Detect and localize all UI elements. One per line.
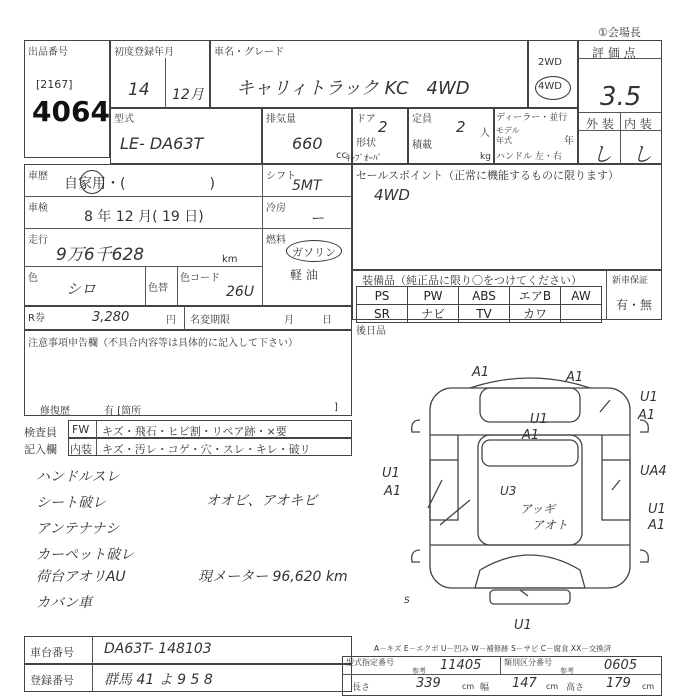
height-value: 179: [606, 676, 631, 691]
width-value: 147: [512, 676, 537, 691]
divider: [165, 58, 166, 108]
registration-label: 登録番号: [30, 674, 74, 687]
ac-value: ー: [310, 211, 324, 227]
mileage-value: 9万6千628: [56, 245, 145, 265]
equip-ps: PS: [357, 287, 408, 305]
equipment-table: [356, 286, 602, 323]
in-text: キズ・汚レ・コゲ・穴・スレ・キレ・破リ: [102, 443, 311, 456]
history-label: 車歴: [28, 171, 48, 182]
equip-tv: TV: [459, 305, 510, 323]
equip-airbag: エアB: [510, 287, 561, 305]
doors-value: 2: [378, 118, 388, 136]
grade-value: 3.5: [600, 82, 642, 112]
lot-number: 4064: [32, 95, 110, 128]
comment-2: シート破レ: [36, 495, 106, 511]
yen-unit: 円: [166, 315, 176, 326]
mark-5: A1: [522, 428, 540, 443]
first-reg-year: 14: [128, 80, 150, 100]
model-year-label: モデル: [496, 126, 520, 135]
mark-2: U1: [640, 390, 658, 405]
equip-aw: AW: [561, 287, 602, 305]
name-change-label: 名変期限: [190, 315, 230, 326]
shift-label: シフト: [266, 171, 296, 182]
length-unit: cm: [462, 682, 475, 691]
mileage-label: 走行: [28, 235, 48, 246]
repair-label: 修復歴: [40, 406, 70, 417]
mark-3: A1: [638, 408, 656, 423]
grade-label: 評 価 点: [592, 46, 636, 60]
type-value: 11405: [440, 658, 482, 673]
model-label: 型式: [114, 114, 134, 125]
divider: [24, 196, 262, 197]
equip-navi: ナビ: [408, 305, 459, 323]
ref-label-1: 参考: [412, 667, 426, 675]
divider: [262, 196, 352, 197]
comment-5: 荷台アオリAU: [36, 569, 126, 585]
divider: [145, 266, 146, 306]
mark-14: アオト: [532, 518, 568, 532]
divider: [262, 164, 263, 306]
handle-label: ハンドル 左・右: [496, 152, 562, 162]
divider: [262, 228, 352, 229]
kg-unit: kg: [480, 152, 491, 162]
interior-label: 内 装: [624, 117, 652, 131]
equip-leather: カワ: [510, 305, 561, 323]
divider: [177, 266, 178, 306]
history-value: 自家用・( ): [64, 176, 215, 192]
first-reg-month: 12月: [172, 87, 204, 103]
name-change-month: 月: [284, 315, 294, 326]
comment-6: カバン車: [36, 595, 92, 611]
mark-4: U1: [530, 412, 548, 427]
shaken-label: 車検: [28, 203, 48, 214]
mark-13: アッギ: [520, 502, 556, 516]
divider: [184, 306, 185, 330]
chassis-value: DA63T- 148103: [104, 641, 212, 657]
auction-no-label: 出品番号: [28, 47, 68, 58]
cc-unit: cc: [336, 150, 347, 161]
equip-abs: ABS: [459, 287, 510, 305]
model-year-unit: 年: [564, 136, 574, 147]
height-label: 高さ: [566, 683, 585, 693]
category-label: 類別区分番号: [504, 658, 552, 667]
length-value: 339: [416, 676, 441, 691]
mark-0: A1: [472, 365, 490, 380]
type-label: 型式指定番号: [346, 658, 394, 667]
color-label: 色: [28, 273, 38, 284]
load-label: 積載: [412, 140, 432, 151]
mark-15: S: [404, 596, 410, 606]
equip-sr: SR: [357, 305, 408, 323]
divider: [500, 656, 501, 674]
ref-label-2: 参考: [560, 667, 574, 675]
comment-1: ハンドルスレ: [36, 469, 120, 485]
divider: [620, 112, 621, 164]
mark-10: A1: [648, 518, 666, 533]
mark-11: U1: [514, 618, 532, 633]
divider: [606, 270, 607, 320]
in-label: 内装: [70, 443, 92, 456]
fuel-value-2: 軽 油: [290, 268, 318, 282]
mark-6: U1: [382, 466, 400, 481]
divider: [24, 266, 262, 267]
extra-2: 現メーター 96,620 km: [198, 569, 348, 585]
recycle-row: [24, 306, 352, 330]
color-change-label: 色替: [148, 283, 168, 294]
mark-9: U1: [648, 502, 666, 517]
km-unit: km: [222, 254, 238, 265]
damage-legend: A－キズ E－エクボ U－凹み W－補修跡 S－サビ C－腐食 XX－交換済: [374, 644, 612, 653]
inspector-label-2: 記入欄: [24, 443, 57, 456]
fuel-type: ｷｬﾌﾞｵｰﾊﾞ: [346, 154, 383, 164]
extra-1: オオビ、アオキビ: [206, 493, 318, 509]
shift-value: 5MT: [292, 178, 322, 194]
car-name-value: キャリィトラック KC 4WD: [236, 78, 470, 99]
notes-label: 注意事項申告欄（不具合内容等は具体的に記入して下さい）: [28, 338, 298, 349]
top-right-label: ①会場長: [598, 26, 641, 39]
dealer-label: ディーラー・並行: [496, 113, 568, 123]
new-car-label: 新車保証: [612, 276, 649, 286]
car-diagram: [360, 340, 690, 640]
category-value: 0605: [604, 658, 638, 673]
later-label: 後日品: [356, 326, 386, 337]
inspector-label-1: 検査員: [24, 426, 57, 439]
exterior-value: し: [592, 142, 612, 166]
name-change-day: 日: [322, 315, 332, 326]
color-value: シロ: [66, 280, 97, 298]
registration-value: 群馬 41 よ 9 5 8: [104, 672, 213, 688]
fw-label: FW: [72, 423, 90, 436]
width-label: 幅: [480, 683, 490, 693]
ac-label: 冷房: [266, 203, 286, 214]
equip-blank: [561, 305, 602, 323]
mark-7: A1: [384, 484, 402, 499]
model-year-label2: 年式: [496, 136, 512, 145]
sales-label: セールスポイント（正常に機能するものに限ります）: [356, 169, 620, 182]
fuel-label: 燃料: [266, 235, 286, 246]
capacity-value: 2: [456, 118, 466, 136]
model-value: LE- DA63T: [120, 134, 204, 153]
divider: [578, 58, 662, 59]
equip-pw: PW: [408, 287, 459, 305]
repair-close: ]: [334, 402, 338, 413]
shaken-value: 8 年 12 月( 19 日): [84, 209, 204, 225]
exterior-label: 外 装: [586, 117, 614, 131]
interior-value: し: [632, 142, 652, 166]
first-reg-label: 初度登録年月: [114, 47, 174, 58]
mark-1: A1: [566, 370, 584, 385]
drive-4wd: 4WD: [538, 81, 562, 92]
fuel-value-1: ガソリン: [292, 246, 336, 259]
divider: [342, 674, 662, 675]
recycle-label: R券: [28, 313, 45, 324]
mark-8: UA4: [640, 464, 667, 479]
sales-value: 4WD: [374, 186, 410, 204]
displacement-label: 排気量: [266, 114, 296, 125]
equipment-label: 装備品（純正品に限り〇をつけてください）: [362, 274, 582, 287]
height-unit: cm: [642, 682, 655, 691]
fw-text: キズ・飛石・ヒビ割・リペア跡・×要: [102, 425, 287, 438]
comment-4: カーペット破レ: [36, 547, 134, 563]
width-unit: cm: [546, 682, 559, 691]
displacement-value: 660: [292, 134, 323, 153]
capacity-label: 定員: [412, 114, 432, 125]
doors-label: ドア: [356, 114, 376, 125]
mark-12: U3: [500, 484, 517, 498]
comment-3: アンテナナシ: [36, 521, 120, 537]
color-code-label: 色コード: [180, 273, 220, 284]
divider: [24, 228, 262, 229]
chassis-label: 車台番号: [30, 646, 74, 659]
shape-label: 形状: [356, 138, 376, 149]
capacity-unit: 人: [480, 128, 490, 139]
length-label: 長さ: [352, 683, 371, 693]
color-code-value: 26U: [226, 284, 255, 300]
repair-value: 有 [箇所: [104, 406, 142, 417]
recycle-value: 3,280: [92, 310, 130, 325]
drive-2wd: 2WD: [538, 57, 562, 68]
new-car-value: 有・無: [616, 298, 653, 312]
car-name-label: 車名・グレード: [214, 47, 284, 58]
lot-small: [2167]: [36, 78, 73, 91]
